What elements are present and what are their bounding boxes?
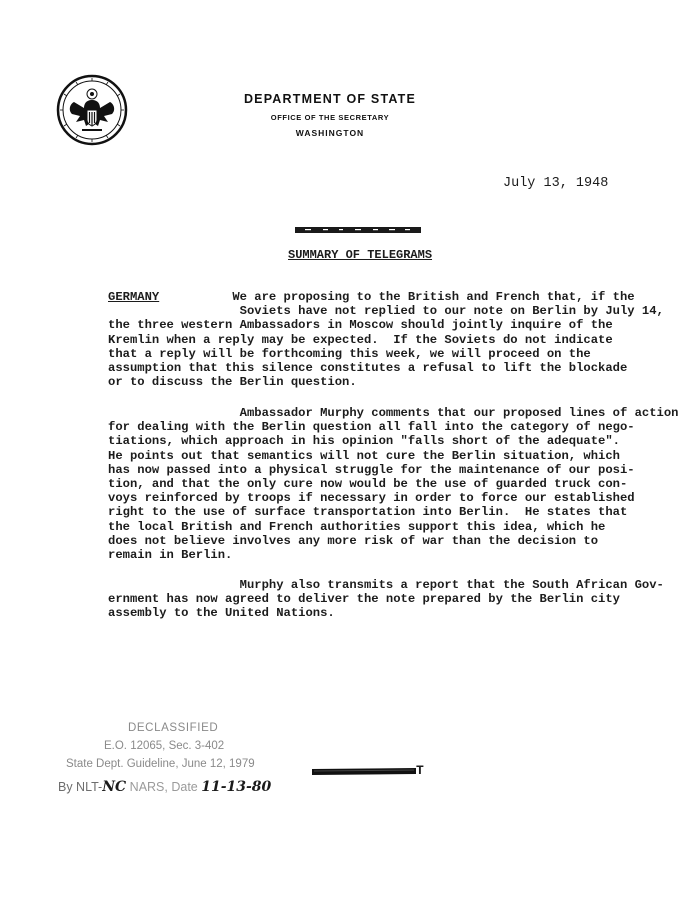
declassified-stamp-title: DECLASSIFIED xyxy=(128,722,219,734)
declassified-stamp-guideline: State Dept. Guideline, June 12, 1979 xyxy=(66,758,255,770)
letterhead-office: OFFICE OF THE SECRETARY xyxy=(270,113,390,122)
paragraph-murphy-comments: Ambassador Murphy comments that our proposed lines of action for dealing with the Berlin question all fall into the category of nego- tiations, which approach in his opinion "falls short of the adequate". He points out that semantics will not cure the Berlin situation, which has now passed into a physical struggle for the maintenance of our posi- tion, and that the only cure now would be the use of guarded truck con- voys reinforced by troops if necessary in order to force our established right to the use of surface transportation into Berlin. He states that the local British and French authorities support this idea, which he does not believe involves any more risk of war than the decision to remain in Berlin. xyxy=(108,406,679,563)
declassified-stamp-by-line xyxy=(58,779,271,795)
summary-title: SUMMARY OF TELEGRAMS xyxy=(288,248,433,262)
letterhead-department: DEPARTMENT OF STATE xyxy=(243,92,417,106)
redacted-classification-top xyxy=(295,226,421,235)
handwritten-initials: NC xyxy=(102,779,127,795)
paragraph-1-body: Soviets have not replied to our note on Berlin by July 14, the three western Ambassadors in Moscow should jointly inquire of the Kremlin when a reply may be expected. If the Soviets do not indicate that a reply will be forthcoming this week, we will proceed on the assumption that this silence constitutes a refusal to lift the blockade or to discuss the Berlin question. xyxy=(108,304,664,390)
nars-date-label: NARS, Date xyxy=(126,780,202,794)
redacted-classification-tail: T xyxy=(416,763,424,778)
paragraph-south-africa: Murphy also transmits a report that the South African Gov- ernment has now agreed to deliver the note prepared by the Berlin city assembly to the United Nations. xyxy=(108,578,664,621)
letterhead xyxy=(230,92,430,138)
redacted-classification-bottom xyxy=(312,765,416,777)
declassified-stamp-authority: E.O. 12065, Sec. 3-402 xyxy=(104,740,225,752)
section-label-germany: GERMANY xyxy=(108,290,160,304)
letterhead-city: WASHINGTON xyxy=(295,128,365,138)
department-seal-icon xyxy=(56,74,128,146)
handwritten-date: 11-13-80 xyxy=(201,779,272,795)
paragraph-1-first-line: We are proposing to the British and French that, if the xyxy=(159,290,635,304)
by-prefix: By NLT- xyxy=(58,780,103,794)
document-date: July 13, 1948 xyxy=(503,176,609,191)
paragraph-germany xyxy=(108,290,664,390)
